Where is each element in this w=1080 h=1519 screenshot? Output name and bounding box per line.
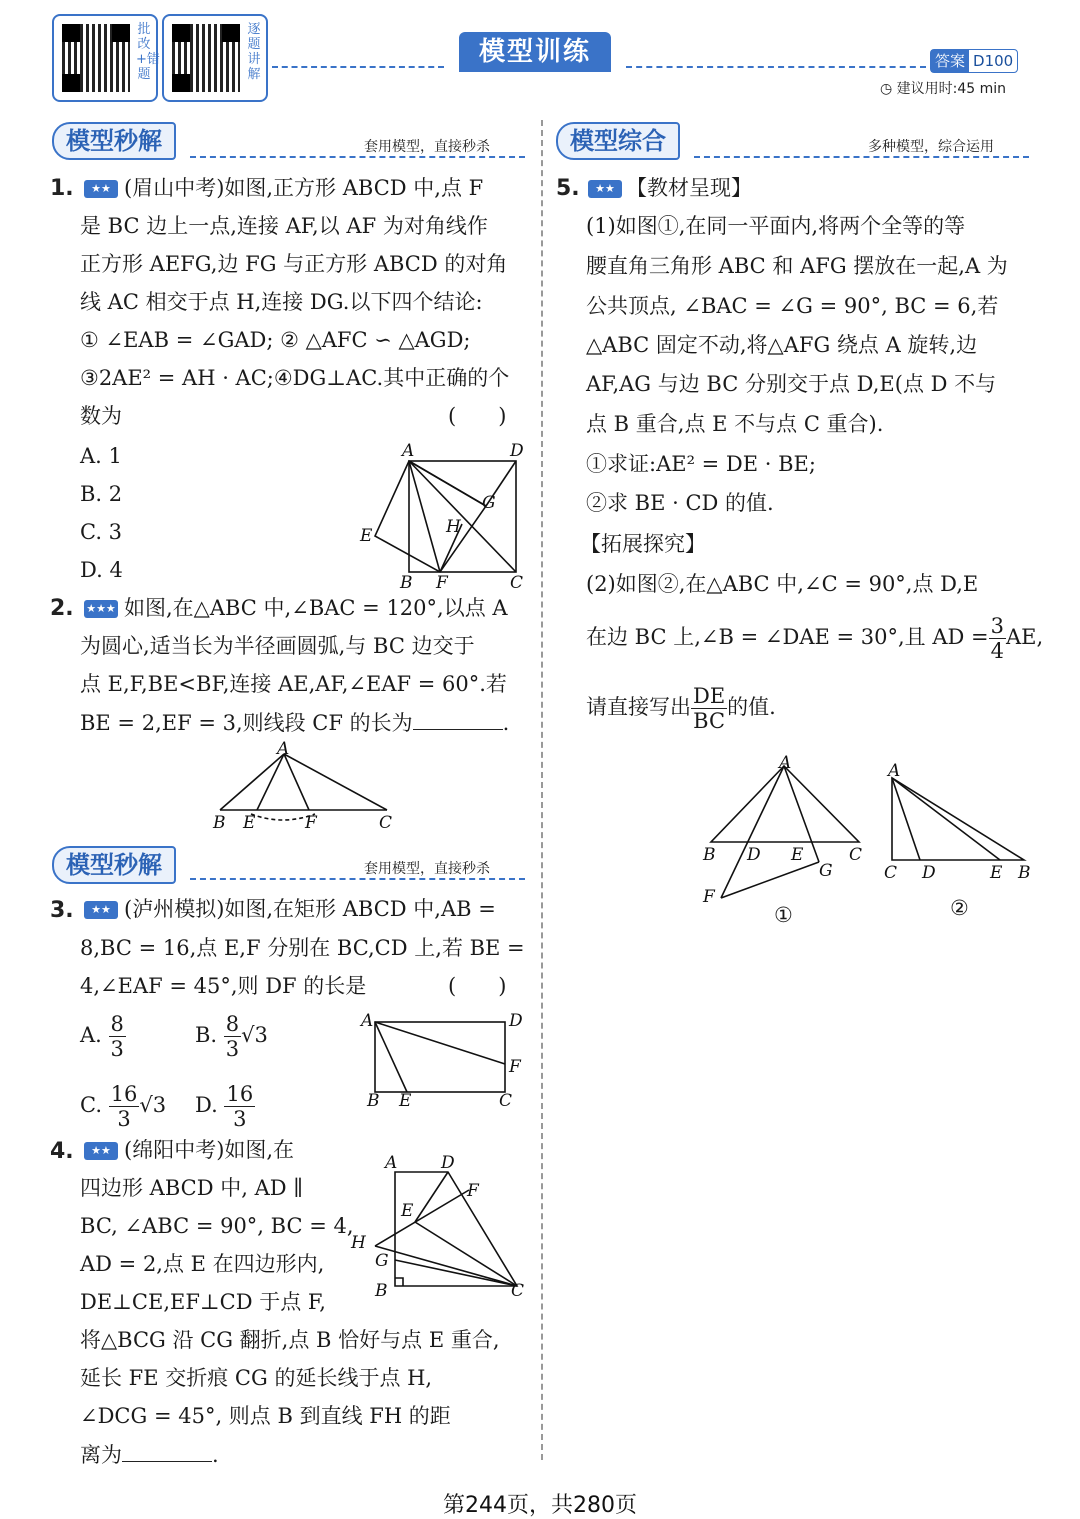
svg-text:A: A [277,740,290,759]
section-title-2: 模型秒解 [52,846,176,884]
svg-text:F: F [436,573,448,593]
q3-number: 3. [50,898,74,923]
q3-option-b [195,1012,268,1061]
q2-answer-blank[interactable] [413,709,503,730]
column-divider [541,120,543,1460]
svg-text:G: G [375,1251,389,1271]
qr-code-icon [62,24,130,92]
q5-fig1-caption: ① [774,903,793,927]
q4-line: BC, ∠ABC = 90°, BC = 4, [80,1214,354,1238]
q5-part2-line3 [586,684,776,733]
q1-number: 1. [50,176,74,201]
q1-option: D. 4 [80,558,123,582]
q5-text: AE, [1005,625,1044,649]
section-subtitle-1: 套用模型，直接秒杀 [364,139,490,155]
q2-figure [205,740,405,832]
q1-figure [350,436,540,596]
svg-text:E: E [401,1201,414,1221]
qr-code-correction[interactable] [52,14,158,102]
q5-line: 腰直角三角形 ABC 和 AFG 摆放在一起,A 为 [586,254,1008,278]
q5-tag: 【教材呈现】 [626,176,752,200]
q2-line-text: BE = 2,EF = 3,则线段 CF 的长为 [80,711,413,735]
frac-den: 4 [990,639,1004,663]
q4-line: 延长 FE 交折痕 CG 的延长线于点 H, [80,1366,433,1390]
q5-fig2-caption: ② [950,896,969,920]
q2-line: 为圆心,适当长为半径画圆弧,与 BC 边交于 [80,634,475,658]
q3-answer-paren: ( ) [448,974,507,998]
header-divider-right [626,66,926,68]
frac-den: 3 [110,1037,124,1061]
q1-option: B. 2 [80,482,123,506]
q4-line: 离为 . [80,1443,219,1467]
svg-text:D: D [441,1153,455,1173]
q3-option-a [80,1012,126,1061]
frac-num: 8 [225,1012,240,1036]
q1-option: C. 3 [80,520,123,544]
svg-text:C: C [510,573,524,593]
q1-line: ③2AE² = AH · AC;④DG⊥AC.其中正确的个 [80,366,510,390]
q5-line: (1)如图①,在同一平面内,将两个全等的等 [586,214,966,238]
q1-line: ① ∠EAB = ∠GAD; ② △AFC ∽ △AGD; [80,328,471,352]
svg-text:D: D [922,863,936,883]
answer-label: 答案 [931,50,969,72]
difficulty-stars-icon: ★★ [588,180,622,198]
svg-text:B: B [400,573,413,593]
qr-label-correction: 批改+错题 [136,22,160,82]
q4-line: 将△BCG 沿 CG 翻折,点 B 恰好与点 E 重合, [80,1328,500,1352]
q1-line: 正方形 AEFG,边 FG 与正方形 ABCD 的对角 [80,252,508,276]
difficulty-stars-icon: ★★★ [84,600,118,618]
frac-den: 3 [225,1037,240,1061]
q3-option-d [195,1082,255,1131]
section-subtitle-2: 套用模型，直接秒杀 [364,861,490,877]
q4-line: ∠DCG = 45°, 则点 B 到直线 FH 的距 [80,1404,451,1428]
q3-line: (泸州模拟)如图,在矩形 ABCD 中,AB = [124,897,496,921]
option-label: A. [80,1023,102,1047]
svg-text:D: D [509,1011,523,1031]
q5-part2-line1: (2)如图②,在△ABC 中,∠C = 90°,点 D,E [586,572,979,596]
q3-figure [355,1006,535,1116]
section-title-1: 模型秒解 [52,122,176,160]
difficulty-stars-icon: ★★ [84,1142,118,1160]
svg-text:C: C [511,1281,525,1301]
frac-num: 16 [226,1082,254,1106]
svg-text:B: B [213,813,226,832]
q5-tag2: 【拓展探究】 [580,532,706,556]
q2-line: 点 E,F,BE<BF,连接 AE,AF,∠EAF = 60°.若 [80,672,507,696]
frac-den: BC [693,709,726,733]
difficulty-stars-icon: ★★ [84,901,118,919]
q4-line-text: 离为 [80,1443,122,1467]
option-label: C. [80,1093,102,1117]
svg-text:G: G [819,861,833,881]
svg-text:A: A [402,441,415,461]
section-underline-2 [190,878,525,880]
frac-den: 3 [117,1107,131,1131]
q5-line: ①求证:AE² = DE · BE; [586,452,816,476]
section-subtitle-3: 多种模型，综合运用 [868,139,994,155]
svg-text:B: B [367,1091,380,1111]
q2-line: BE = 2,EF = 3,则线段 CF 的长为 . [80,711,510,735]
svg-text:F: F [305,813,317,832]
qr-label-explanation: 逐题讲解 [247,22,261,82]
frac-num: 3 [990,614,1004,638]
svg-text:E: E [990,863,1003,883]
clock-icon: ◷ [880,81,897,97]
frac-root: √3 [139,1093,167,1117]
svg-text:E: E [791,845,804,865]
q3-line: 8,BC = 16,点 E,F 分别在 BC,CD 上,若 BE = [80,936,525,960]
svg-text:B: B [1018,863,1031,883]
svg-text:F: F [467,1181,479,1201]
svg-text:C: C [379,813,393,832]
page-footer: 第244页，共280页 [443,1493,637,1518]
q4-figure [345,1150,535,1305]
q4-number: 4. [50,1139,74,1164]
q5-line: 点 B 重合,点 E 不与点 C 重合). [586,412,884,436]
svg-text:A: A [888,761,901,781]
svg-text:D: D [510,441,524,461]
q5-text: 在边 BC 上,∠B = ∠DAE = 30°,且 AD = [586,625,989,649]
section-underline-1 [190,156,525,158]
svg-text:C: C [884,863,898,883]
qr-code-icon [172,24,240,92]
svg-text:G: G [482,493,496,513]
q3-line: 4,∠EAF = 45°,则 DF 的长是 [80,974,367,998]
q5-text: 的值. [727,695,776,719]
option-label: D. [195,1093,218,1117]
q5-number: 5. [556,176,580,201]
difficulty-stars-icon: ★★ [84,180,118,198]
q5-line: △ABC 固定不动,将△AFG 绕点 A 旋转,边 [586,333,978,357]
svg-text:B: B [375,1281,388,1301]
time-hint-text: 建议用时:45 min [896,81,1007,97]
q5-line: ②求 BE · CD 的值. [586,491,774,515]
svg-text:E: E [243,813,256,832]
svg-text:A: A [361,1011,374,1031]
q1-line: 是 BC 边上一点,连接 AF,以 AF 为对角线作 [80,214,488,238]
svg-text:H: H [351,1233,366,1253]
svg-text:A: A [385,1153,398,1173]
q5-figure-2 [878,758,1038,888]
q3-option-c [80,1082,166,1131]
q4-line: DE⊥CE,EF⊥CD 于点 F, [80,1290,326,1314]
svg-text:D: D [747,845,761,865]
q1-line: (眉山中考)如图,正方形 ABCD 中,点 F [124,176,484,200]
q1-line: 线 AC 相交于点 H,连接 DG.以下四个结论: [80,290,483,314]
q1-answer-paren: ( ) [448,404,507,428]
section-underline-3 [694,156,1029,158]
page-title: 模型训练 [459,32,611,72]
q4-answer-blank[interactable] [122,1441,212,1462]
svg-text:C: C [849,845,863,865]
frac-num: 16 [110,1082,138,1106]
svg-text:E: E [399,1091,412,1111]
q5-line: AF,AG 与边 BC 分别交于点 D,E(点 D 不与 [586,372,997,396]
svg-text:H: H [446,517,461,537]
frac-num: 8 [110,1012,124,1036]
q1-line: 数为 [80,404,122,428]
section-title-3: 模型综合 [556,122,680,160]
svg-text:A: A [779,753,792,773]
q2-line: 如图,在△ABC 中,∠BAC = 120°,以点 A [124,596,508,620]
option-label: B. [195,1023,218,1047]
q2-number: 2. [50,596,74,621]
q4-line: 四边形 ABCD 中, AD ∥ [80,1176,303,1200]
frac-root: √3 [241,1023,268,1047]
answer-code: D100 [973,52,1014,70]
frac-den: 3 [233,1107,247,1131]
q5-part2-line2 [586,614,1043,663]
answer-tag [930,49,1018,73]
svg-text:C: C [499,1091,513,1111]
time-hint [880,78,1006,98]
q4-line: AD = 2,点 E 在四边形内, [80,1252,325,1276]
frac-num: DE [693,684,726,708]
q5-line: 公共顶点, ∠BAC = ∠G = 90°, BC = 6,若 [586,294,999,318]
svg-text:B: B [703,845,716,865]
q5-figure-1 [695,748,875,928]
svg-text:F: F [703,887,715,907]
svg-text:E: E [360,526,373,546]
q5-text: 请直接写出 [586,695,691,719]
q1-option: A. 1 [80,444,122,468]
q4-line: (绵阳中考)如图,在 [124,1138,295,1162]
header-divider-left [272,66,444,68]
qr-code-explanation[interactable] [162,14,268,102]
svg-text:F: F [509,1057,521,1077]
